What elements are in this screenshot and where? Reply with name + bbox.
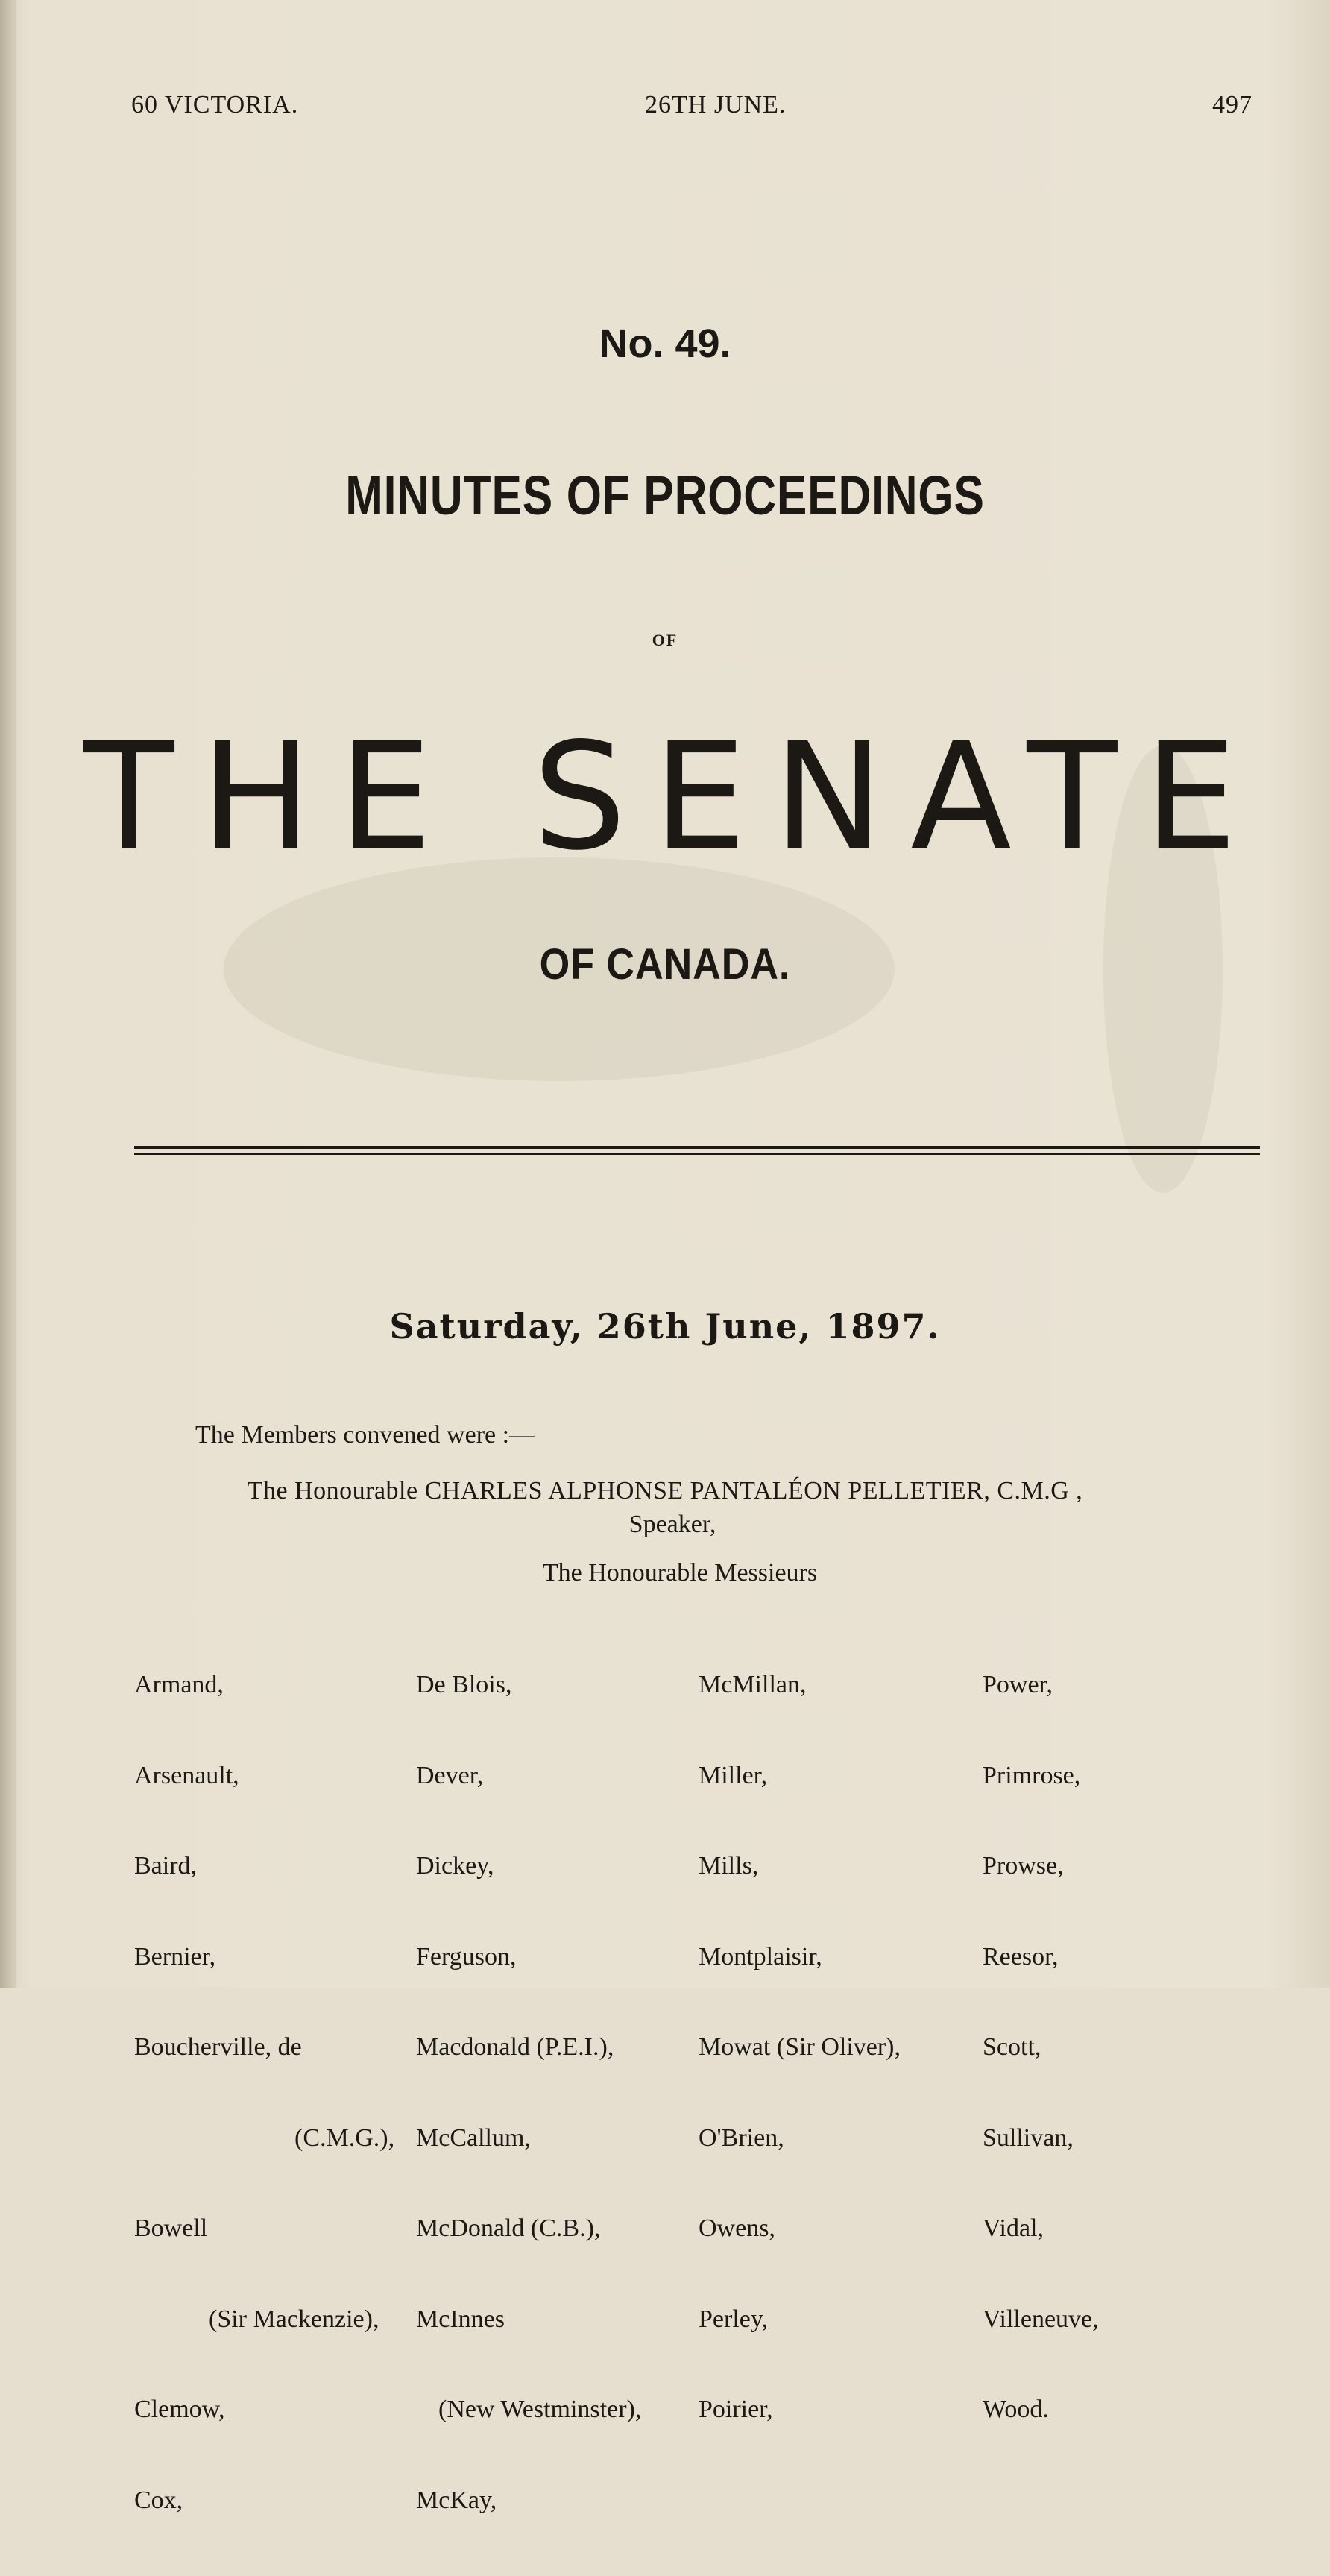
member-name-continuation: (Sir Mackenzie), [209,2305,379,2333]
member-name: Montplaisir, [699,1942,822,1971]
member-name: McCallum, [416,2123,531,2152]
member-name: Miller, [699,1761,768,1789]
member-name: Bernier, [134,1942,216,1971]
speaker-title: Speaker, [628,1511,716,1538]
canada-subtitle: OF CANADA. [539,940,791,989]
members-intro: The Members convened were :— [195,1421,535,1449]
member-name: Villeneuve, [983,2305,1099,2333]
member-name: Prowse, [983,1852,1064,1880]
member-name: Vidal, [983,2214,1044,2242]
messieurs-heading: The Honourable Messieurs [542,1559,818,1587]
member-name: Owens, [699,2214,775,2242]
member-name: McMillan, [699,1671,807,1698]
running-header [0,91,1330,121]
header-date: 26TH JUNE. [645,91,787,119]
member-name: Mills, [699,1852,759,1880]
divider-rule-thin [134,1153,1260,1155]
member-name: Scott, [983,2033,1041,2061]
of-connector: OF [652,631,678,649]
member-name: Reesor, [983,1942,1059,1971]
member-name: Dever, [416,1761,484,1789]
members-column-1 [134,1610,394,2576]
senate-title: THE SENATE [83,711,1264,883]
member-name: Boucherville, de [134,2033,302,2061]
member-name: Armand, [134,1671,224,1698]
member-name: Power, [983,1671,1053,1698]
members-column-2 [416,1610,641,2576]
member-name: Arsenault, [134,1761,239,1789]
member-name: McKay, [416,2486,497,2514]
member-name: Poirier, [699,2396,773,2423]
page-spine-shadow [0,0,16,1988]
member-name: Macdonald (P.E.I.), [416,2033,614,2061]
member-name: Cox, [134,2486,183,2514]
member-name: Clemow, [134,2396,225,2423]
divider-rule-thick [134,1146,1260,1149]
member-name: De Blois, [416,1671,512,1698]
member-name: Baird, [134,1852,198,1880]
member-name: Sullivan, [983,2123,1074,2152]
sitting-date: Saturday, 26th June, 1897. [389,1306,941,1347]
member-name: O'Brien, [699,2123,784,2152]
member-name: McInnes [416,2305,505,2333]
member-name: Bowell [134,2214,208,2242]
member-name: Perley, [699,2305,769,2333]
minutes-title: MINUTES OF PROCEEDINGS [345,465,985,526]
header-session: 60 VICTORIA. [131,91,299,119]
member-name: Dickey, [416,1852,494,1880]
members-column-3 [699,1610,901,2486]
member-name: Mowat (Sir Oliver), [699,2033,901,2061]
member-name: Primrose, [983,1761,1081,1789]
member-name: McDonald (C.B.), [416,2214,601,2242]
issue-number: No. 49. [599,321,731,366]
member-name: Wood. [983,2396,1049,2423]
member-name: Ferguson, [416,1942,517,1971]
member-name-continuation: (New Westminster), [438,2396,642,2423]
members-column-4 [983,1610,1099,2486]
speaker-name: The Honourable CHARLES ALPHONSE PANTALÉON PELLETIER, C.M.G , [247,1477,1083,1505]
member-name-continuation: (C.M.G.), [294,2123,395,2152]
header-page-number: 497 [1212,91,1252,119]
